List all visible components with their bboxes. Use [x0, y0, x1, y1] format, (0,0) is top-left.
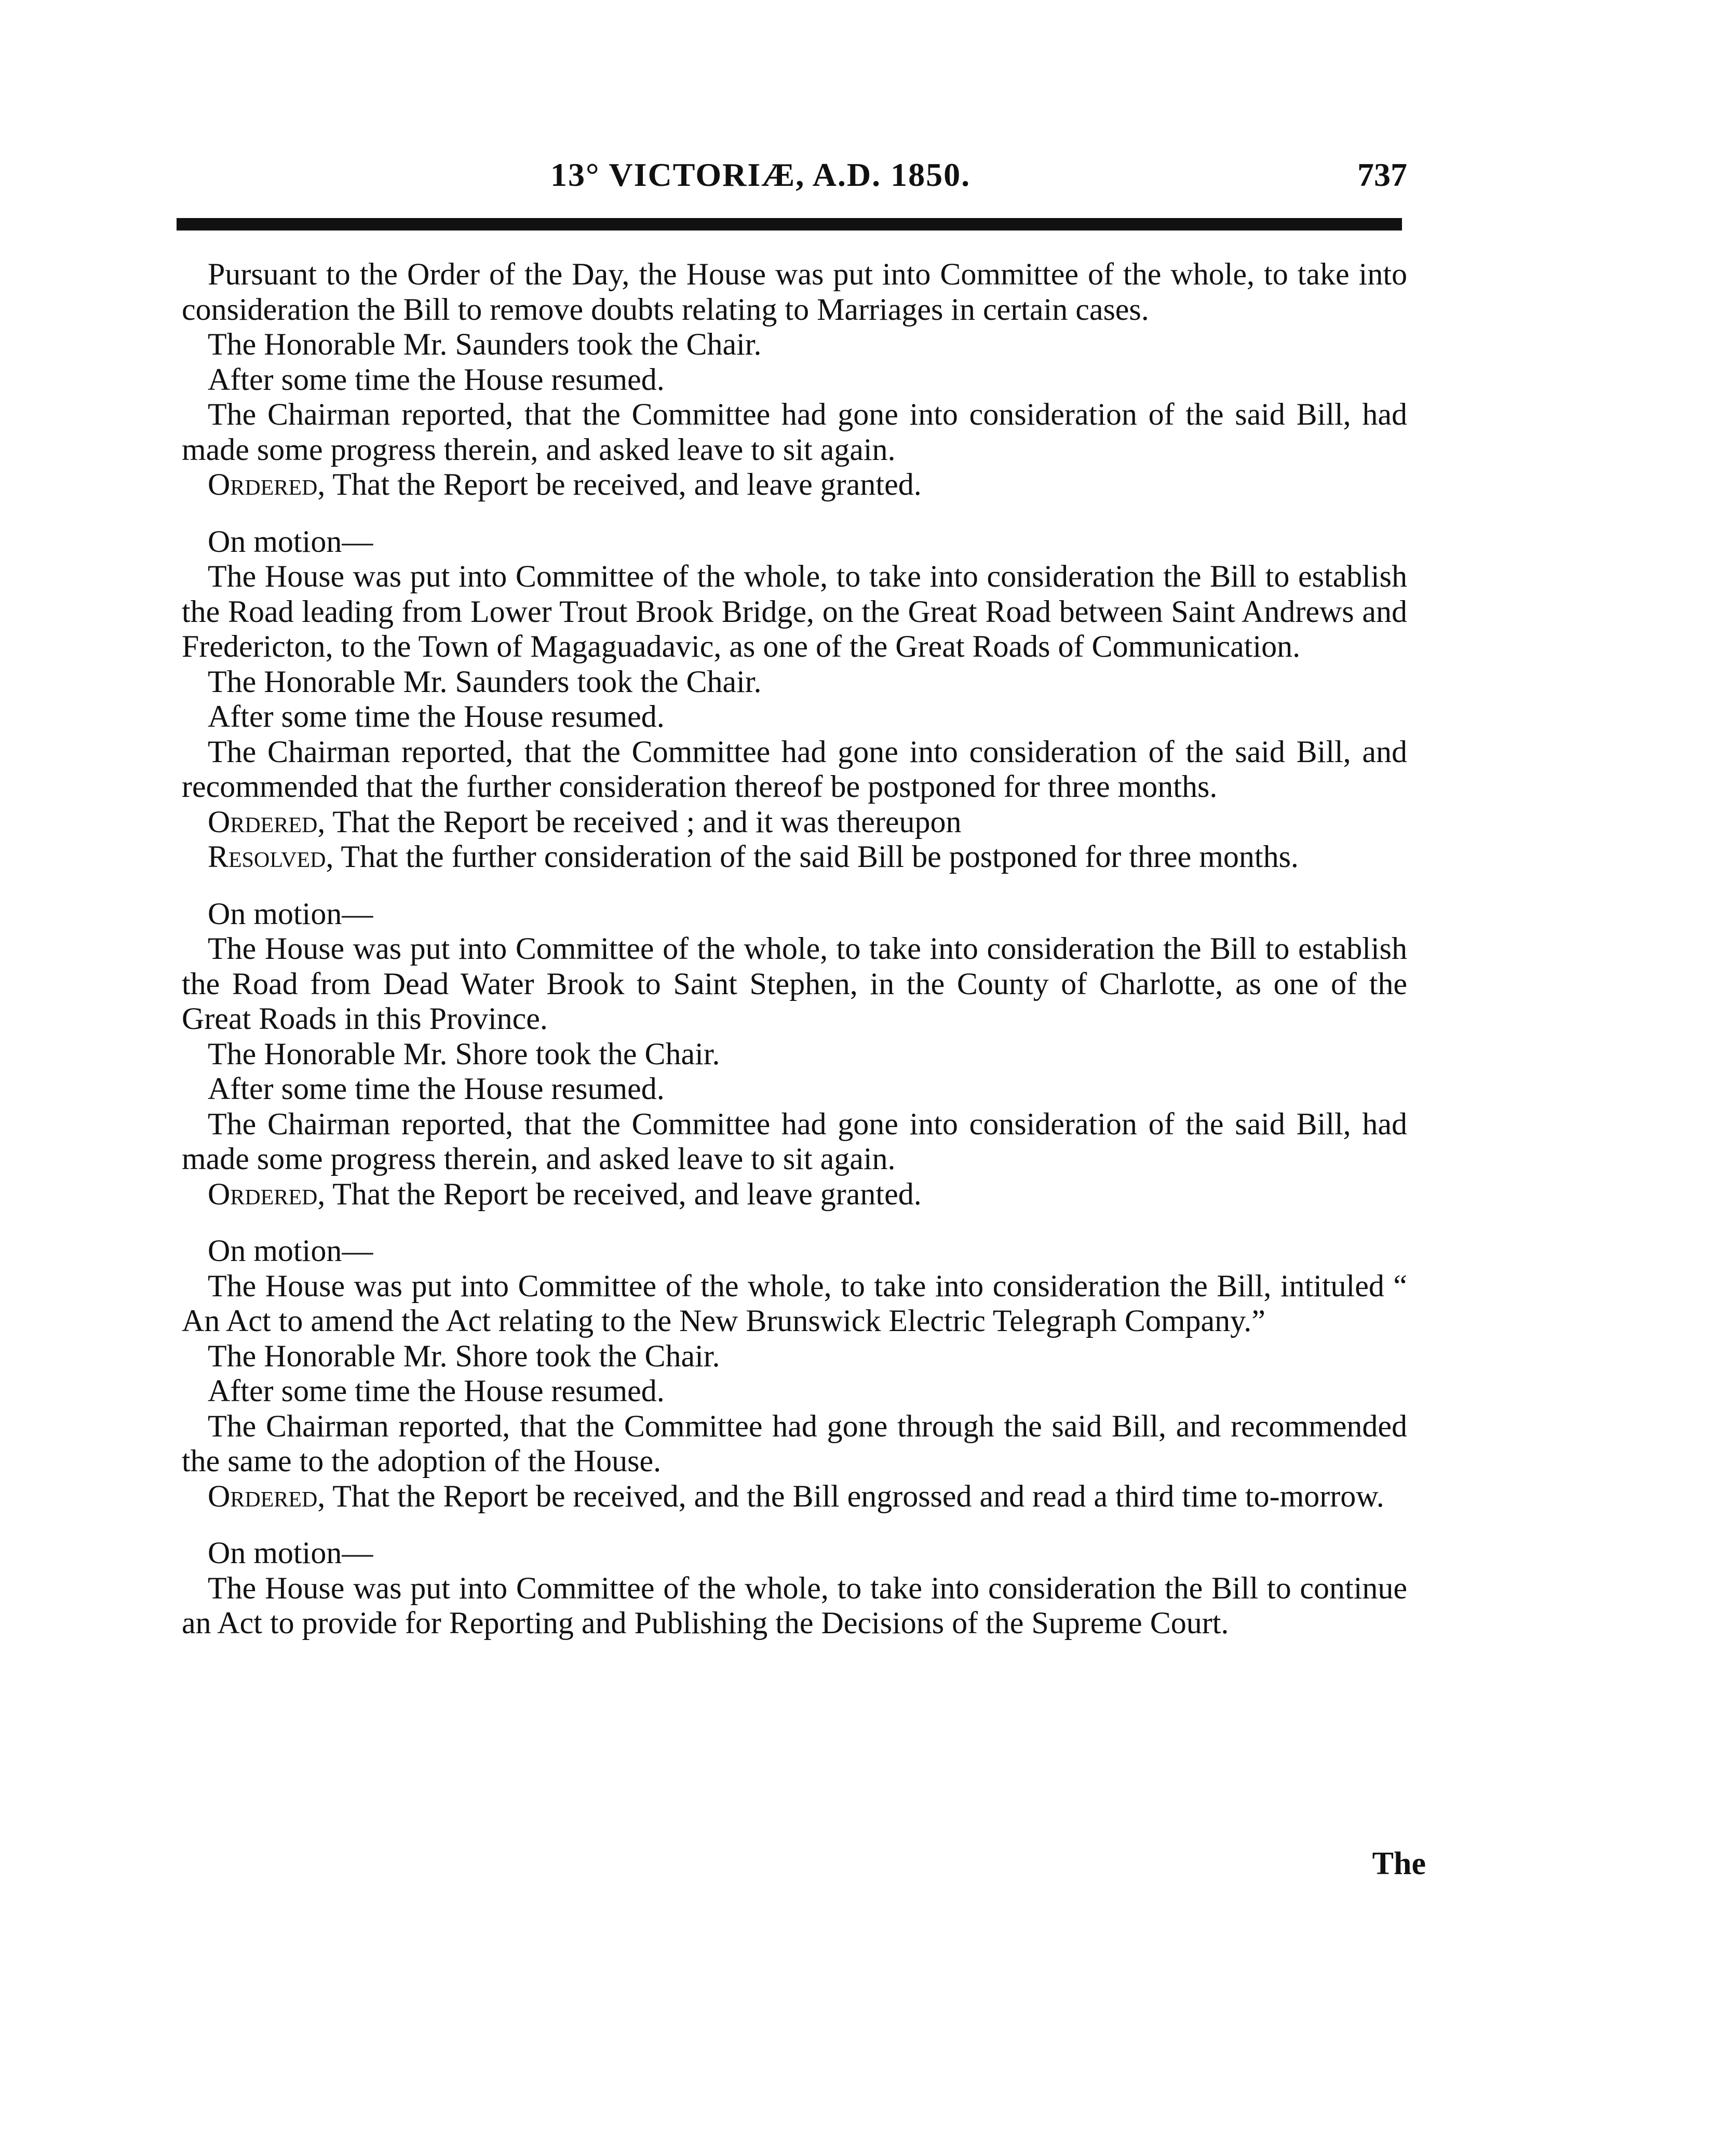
- paragraph-text: That the Report be received, and leave granted.: [325, 467, 922, 501]
- paragraph-text: The House was put into Committee of the whole, to take into consideration the Bill to establish the Road from Dead Water Brook to Saint Stephen, in the County of Charlotte, as one of the Great Roads in this Province.: [182, 931, 1407, 1036]
- paragraph-text: That the further consideration of the said Bill be postponed for three months.: [333, 839, 1299, 874]
- block-gap: [182, 1514, 1407, 1536]
- paragraph: [182, 805, 1407, 840]
- paragraph-text: The Honorable Mr. Saunders took the Chair.: [208, 664, 762, 699]
- paragraph: [182, 1374, 1407, 1409]
- paragraph-text: The Honorable Mr. Saunders took the Chair.: [208, 327, 762, 361]
- paragraph: [182, 839, 1407, 875]
- paragraph-text: After some time the House resumed.: [208, 1072, 665, 1106]
- paragraph-text: On motion—: [208, 524, 373, 559]
- paragraph-text: The Chairman reported, that the Committee had gone into consideration of the said Bill, had made some progress therein, and asked leave to sit again.: [182, 397, 1407, 467]
- paragraph-text: The Honorable Mr. Shore took the Chair.: [208, 1338, 720, 1373]
- paragraph: [182, 699, 1407, 735]
- paragraph: [182, 1177, 1407, 1212]
- paragraph: [182, 1571, 1407, 1641]
- catchword: The: [1372, 1846, 1426, 1881]
- paragraph-text: After some time the House resumed.: [208, 699, 665, 734]
- paragraph-text: The Chairman reported, that the Committee had gone into consideration of the said Bill, and recommended that the further consideration thereof be postponed for three months.: [182, 734, 1407, 804]
- body-text: [182, 257, 1407, 1641]
- paragraph-text: The House was put into Committee of the whole, to take into consideration the Bill, intituled “ An Act to amend the Act relating to the New Brunswick Electric Telegraph Company.”: [182, 1268, 1407, 1338]
- paragraph-text: The Honorable Mr. Shore took the Chair.: [208, 1036, 720, 1071]
- paragraph: [182, 1409, 1407, 1479]
- paragraph: [182, 735, 1407, 805]
- paragraph: [182, 897, 1407, 932]
- paragraph: [182, 257, 1407, 327]
- paragraph-text: On motion—: [208, 1233, 373, 1268]
- paragraph: [182, 665, 1407, 700]
- paragraph: [182, 1536, 1407, 1571]
- header-rule: [177, 218, 1402, 230]
- paragraph-lead: Ordered,: [208, 804, 326, 839]
- paragraph-lead: Resolved,: [208, 839, 334, 874]
- paragraph: [182, 1072, 1407, 1107]
- paragraph: [182, 559, 1407, 665]
- paragraph: [182, 1037, 1407, 1072]
- page-header: [182, 156, 1407, 197]
- paragraph: [182, 1233, 1407, 1269]
- paragraph-lead: Ordered,: [208, 1176, 326, 1211]
- page-number: 737: [1357, 156, 1407, 193]
- paragraph-text: After some time the House resumed.: [208, 362, 665, 397]
- paragraph: [182, 524, 1407, 560]
- paragraph: [182, 397, 1407, 467]
- paragraph: [182, 1339, 1407, 1374]
- paragraph-text: That the Report be received, and the Bill engrossed and read a third time to-morrow.: [325, 1479, 1384, 1513]
- paragraph: [182, 1269, 1407, 1339]
- paragraph: [182, 362, 1407, 398]
- paragraph: [182, 931, 1407, 1037]
- paragraph-lead: Ordered,: [208, 1479, 326, 1513]
- paragraph-text: That the Report be received ; and it was thereupon: [325, 804, 962, 839]
- paragraph-text: Pursuant to the Order of the Day, the House was put into Committee of the whole, to take into consideration the Bill to remove doubts relating to Marriages in certain cases.: [182, 257, 1407, 327]
- paragraph-text: The Chairman reported, that the Committee had gone into consideration of the said Bill, had made some progress therein, and asked leave to sit again.: [182, 1106, 1407, 1176]
- paragraph: [182, 467, 1407, 503]
- paragraph: [182, 1479, 1407, 1514]
- paragraph-text: On motion—: [208, 1536, 373, 1570]
- paragraph-text: The Chairman reported, that the Committee had gone through the said Bill, and recommended the same to the adoption of the House.: [182, 1408, 1407, 1478]
- paragraph-text: The House was put into Committee of the whole, to take into consideration the Bill to establish the Road leading from Lower Trout Brook Bridge, on the Great Road between Saint Andrews and Fredericton, to the Town of Magaguadavic, as one of the Great Roads of Communication.: [182, 559, 1407, 663]
- paragraph-text: The House was put into Committee of the whole, to take into consideration the Bill to continue an Act to provide for Reporting and Publishing the Decisions of the Supreme Court.: [182, 1570, 1407, 1640]
- paragraph-text: After some time the House resumed.: [208, 1374, 665, 1408]
- block-gap: [182, 875, 1407, 897]
- paragraph: [182, 327, 1407, 362]
- page-title: 13° VICTORIÆ, A.D. 1850.: [550, 156, 971, 193]
- paragraph-lead: Ordered,: [208, 467, 326, 501]
- block-gap: [182, 1212, 1407, 1233]
- paragraph-text: On motion—: [208, 896, 373, 931]
- paragraph-text: That the Report be received, and leave granted.: [325, 1176, 922, 1211]
- block-gap: [182, 503, 1407, 524]
- paragraph: [182, 1107, 1407, 1177]
